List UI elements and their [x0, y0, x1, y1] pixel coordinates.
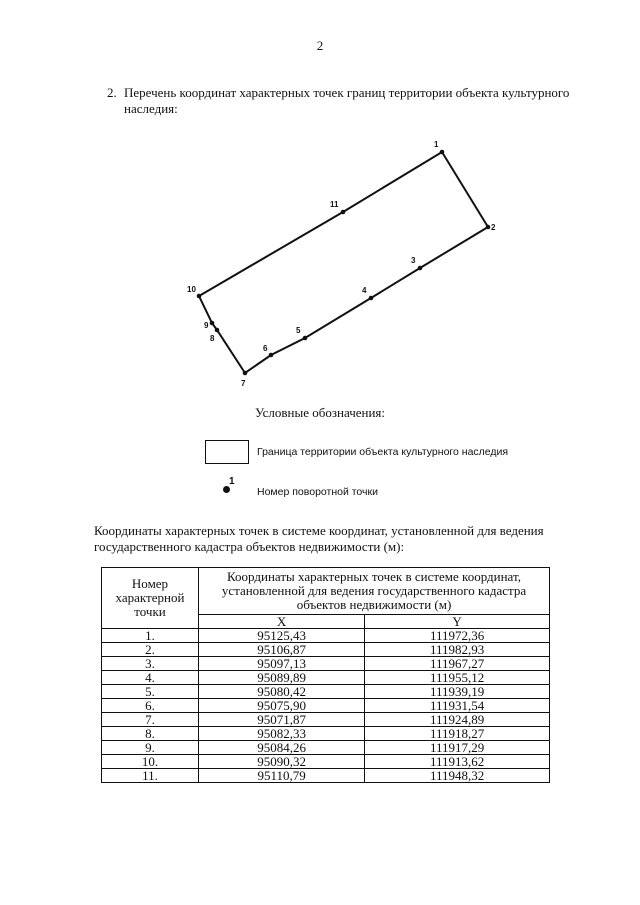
- cell-point-number: 3.: [102, 657, 199, 671]
- table-row: [102, 699, 550, 713]
- plan-point-label: 6: [263, 344, 268, 353]
- plan-point-marker: [369, 296, 374, 301]
- plan-point-label: 5: [296, 326, 301, 335]
- cell-y: 111982,93: [365, 643, 550, 657]
- cell-point-number: 5.: [102, 685, 199, 699]
- legend-point-number: 1: [229, 476, 235, 487]
- cell-y: 111918,27: [365, 727, 550, 741]
- cell-point-number: 9.: [102, 741, 199, 755]
- cell-point-number: 4.: [102, 671, 199, 685]
- table-row: [102, 769, 550, 783]
- table-row: [102, 755, 550, 769]
- table-row: [102, 727, 550, 741]
- cell-y: 111913,62: [365, 755, 550, 769]
- plan-point-marker: [303, 336, 308, 341]
- legend-boundary-symbol: [205, 440, 249, 464]
- plan-point-marker: [215, 328, 220, 333]
- cell-point-number: 6.: [102, 699, 199, 713]
- cell-x: 95089,89: [199, 671, 365, 685]
- table-row: [102, 657, 550, 671]
- plan-point-label: 3: [411, 256, 416, 265]
- section-title: Перечень координат характерных точек границ территории объекта культурного наследия:: [124, 85, 570, 116]
- plan-point-label: 7: [241, 379, 246, 388]
- plan-point-marker: [197, 294, 202, 299]
- plan-point-label: 1: [434, 140, 439, 149]
- plan-point-marker: [269, 353, 274, 358]
- header-x: X: [199, 615, 365, 629]
- legend-title: Условные обозначения:: [254, 405, 386, 420]
- cell-y: 111917,29: [365, 741, 550, 755]
- plan-point-marker: [210, 321, 215, 326]
- cell-x: 95110,79: [199, 769, 365, 783]
- cell-y: 111967,27: [365, 657, 550, 671]
- header-y: Y: [365, 615, 550, 629]
- cell-y: 111931,54: [365, 699, 550, 713]
- table-intro: Координаты характерных точек в системе координат, установленной для ведения государственного кадастра объектов недвижимости (м):: [94, 523, 544, 554]
- table-row: [102, 741, 550, 755]
- cell-x: 95106,87: [199, 643, 365, 657]
- boundary-plan: [0, 0, 640, 400]
- table-row: [102, 643, 550, 657]
- cell-y: 111955,12: [365, 671, 550, 685]
- section-number: 2.: [107, 85, 117, 100]
- legend-point-icon: [223, 486, 230, 493]
- cell-x: 95082,33: [199, 727, 365, 741]
- plan-point-marker: [341, 210, 346, 215]
- plan-point-label: 8: [210, 334, 215, 343]
- plan-point-label: 2: [491, 223, 496, 232]
- plan-point-label: 4: [362, 286, 367, 295]
- cell-x: 95125,43: [199, 629, 365, 643]
- cell-x: 95084,26: [199, 741, 365, 755]
- legend-point-label: Номер поворотной точки: [257, 486, 378, 498]
- cell-x: 95097,13: [199, 657, 365, 671]
- plan-point-marker: [243, 371, 248, 376]
- cell-x: 95075,90: [199, 699, 365, 713]
- cell-x: 95090,32: [199, 755, 365, 769]
- cell-y: 111948,32: [365, 769, 550, 783]
- cell-point-number: 7.: [102, 713, 199, 727]
- plan-point-label: 11: [330, 200, 339, 209]
- cell-y: 111939,19: [365, 685, 550, 699]
- boundary-polygon: [199, 152, 488, 373]
- plan-point-marker: [486, 225, 491, 230]
- cell-point-number: 11.: [102, 769, 199, 783]
- plan-point-label: 10: [187, 285, 196, 294]
- cell-x: 95080,42: [199, 685, 365, 699]
- header-point-number: Номер характерной точки: [102, 568, 199, 629]
- table-row: [102, 671, 550, 685]
- table-row: [102, 685, 550, 699]
- plan-point-marker: [418, 266, 423, 271]
- plan-point-marker: [440, 150, 445, 155]
- header-coordinates: Координаты характерных точек в системе координат, установленной для ведения государственного кадастра объектов недвижимости (м): [199, 568, 550, 615]
- cell-point-number: 10.: [102, 755, 199, 769]
- cell-x: 95071,87: [199, 713, 365, 727]
- coordinates-table: [101, 567, 550, 783]
- page-number: 2: [316, 38, 324, 53]
- legend-boundary-label: Граница территории объекта культурного наследия: [257, 446, 509, 458]
- table-row: [102, 629, 550, 643]
- table-row: [102, 713, 550, 727]
- cell-point-number: 1.: [102, 629, 199, 643]
- plan-point-label: 9: [204, 321, 209, 330]
- cell-y: 111972,36: [365, 629, 550, 643]
- cell-point-number: 2.: [102, 643, 199, 657]
- cell-y: 111924,89: [365, 713, 550, 727]
- cell-point-number: 8.: [102, 727, 199, 741]
